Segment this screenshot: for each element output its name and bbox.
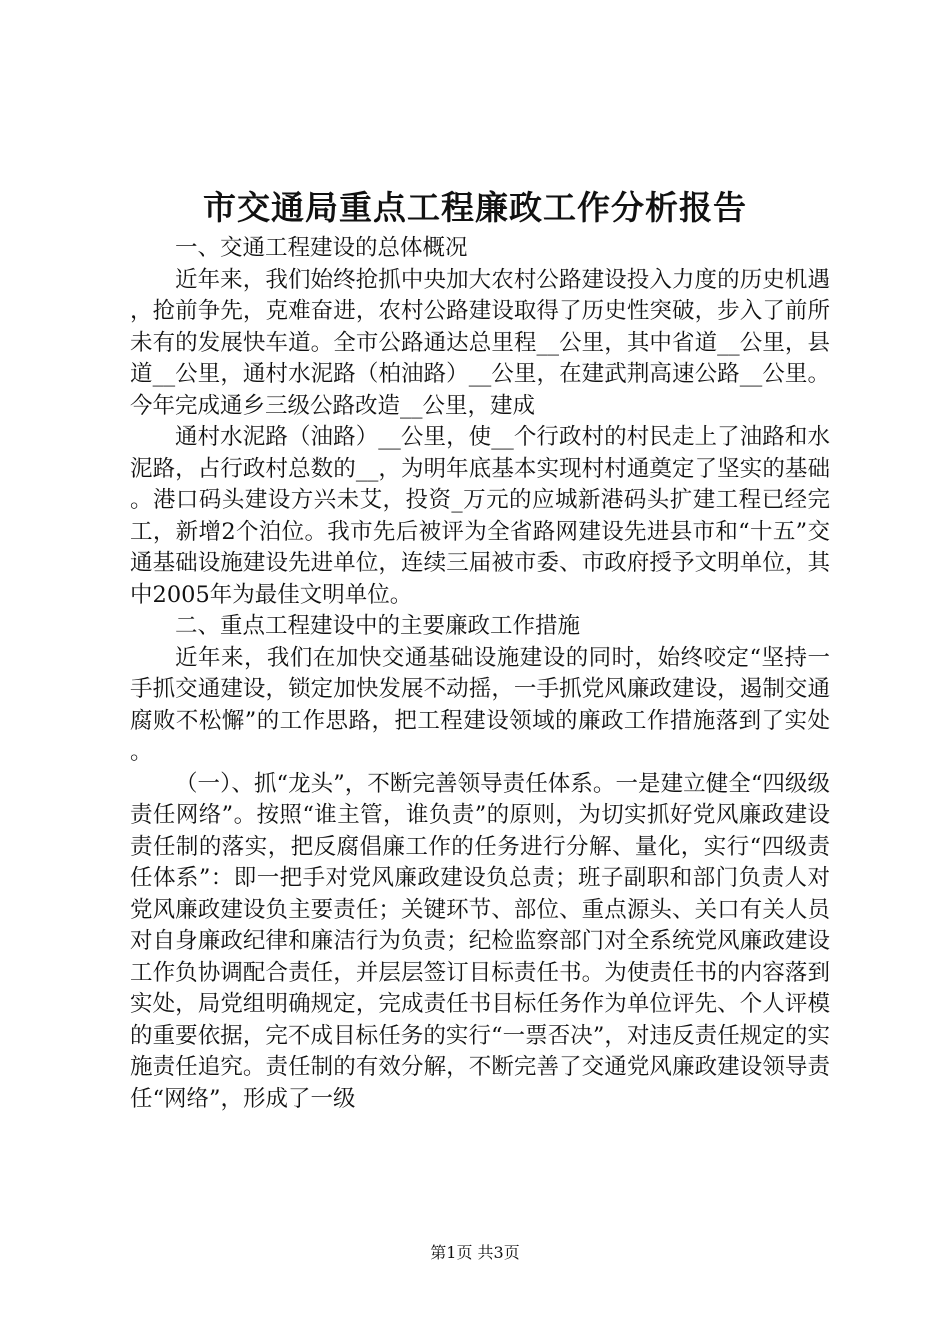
paragraph-overview-1: 近年来，我们始终抢抓中央加大农村公路建设投入力度的历史机遇，抢前争先，克难奋进，农村公路建设取得了历史性突破，步入了前所未有的发展快车道。全市公路通达总里程__公里，其中省道__公里，县道__公里，通村水泥路（柏油路）__公里，在建武荆高速公路__公里。今年完成通乡三级公路改造__公里，建成 xyxy=(130,266,830,419)
paragraph-overview-2: 通村水泥路（油路）__公里，使__个行政村的村民走上了油路和水泥路，占行政村总数的__，为明年底基本实现村村通奠定了坚实的基础。港口码头建设方兴未艾，投资_万元的应城新港码头扩建工程已经完工，新增2个泊位。我市先后被评为全省路网建设先进县市和“十五”交通基础设施建设先进单位，连续三届被市委、市政府授予文明单位，其中2005年为最佳文明单位。 xyxy=(130,424,830,608)
document-title: 市交通局重点工程廉政工作分析报告 xyxy=(203,188,747,227)
paragraph-measures-1: （一）、抓“龙头”，不断完善领导责任体系。一是建立健全“四级级责任网络”。按照“谁主管，谁负责”的原则，为切实抓好党风廉政建设责任制的落实，把反腐倡廉工作的任务进行分解、量化，实行“四级责任体系”：即一把手对党风廉政建设负总责；班子副职和部门负责人对党风廉政建设负主要责任；关键环节、部位、重点源头、关口有关人员对自身廉政纪律和廉洁行为负责；纪检监察部门对全系统党风廉政建设工作负协调配合责任，并层层签订目标责任书。为使责任书的内容落到实处，局党组明确规定，完成责任书目标任务作为单位评先、个人评模的重要依据，完不成目标任务的实行“一票否决”，对违反责任规定的实施责任追究。责任制的有效分解，不断完善了交通党风廉政建设领导责任“网络”，形成了一级 xyxy=(130,770,830,1112)
page-number-footer: 第1页 共3页 xyxy=(430,1243,520,1262)
section-heading-2: 二、重点工程建设中的主要廉政工作措施 xyxy=(175,613,581,639)
paragraph-measures-intro: 近年来，我们在加快交通基础设施建设的同时，始终咬定“坚持一手抓交通建设，锁定加快发展不动摇，一手抓党风廉政建设，遏制交通腐败不松懈”的工作思路，把工程建设领域的廉政工作措施落到了实处。 xyxy=(130,644,830,765)
section-heading-1: 一、交通工程建设的总体概况 xyxy=(175,235,468,261)
document-body xyxy=(130,233,830,1115)
